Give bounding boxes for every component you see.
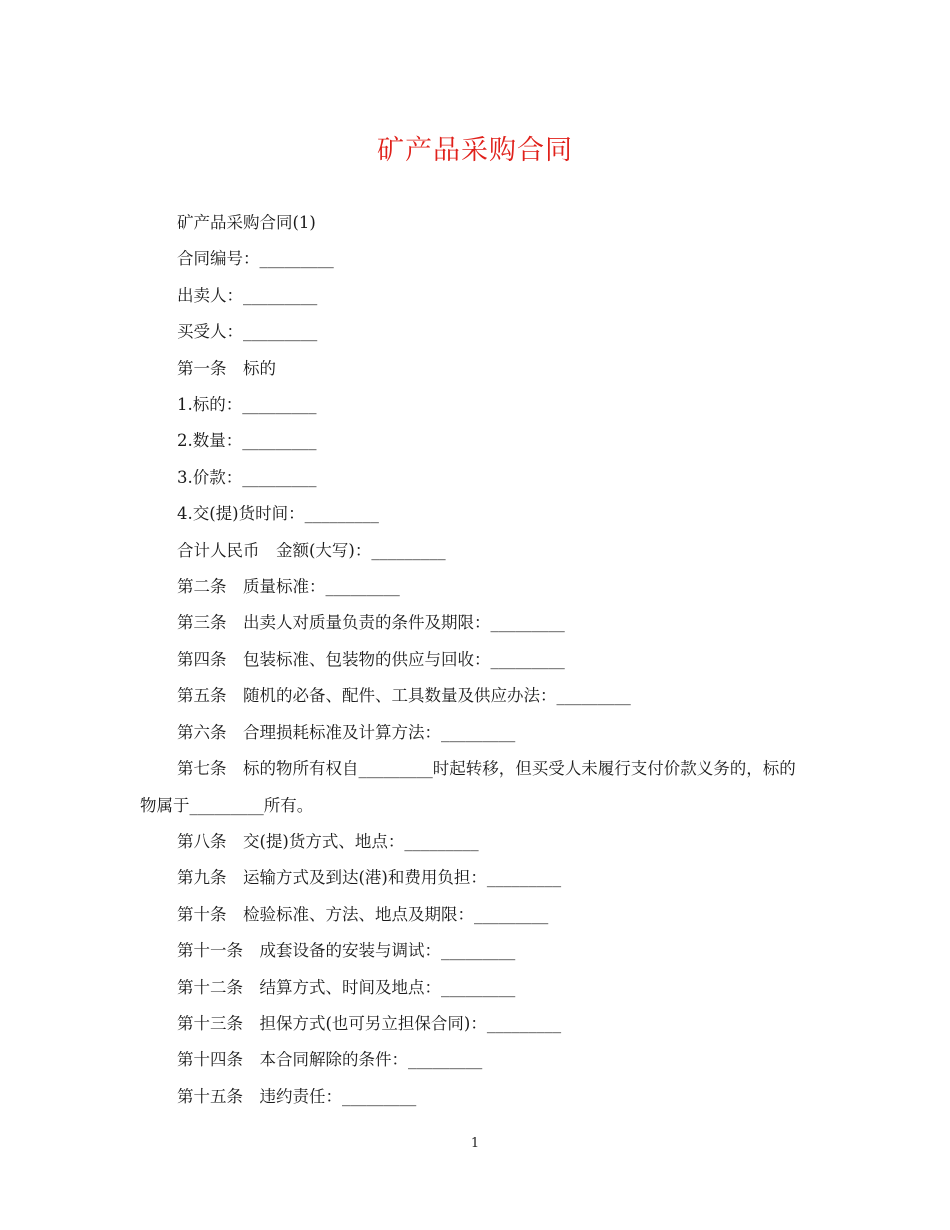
page-number: 1 xyxy=(470,1136,480,1151)
contract-body xyxy=(140,205,810,1115)
article-10: 第十条 检验标准、方法、地点及期限：_________ xyxy=(177,904,549,924)
article-1-item-1: 1.标的：_________ xyxy=(177,395,317,415)
article-14: 第十四条 本合同解除的条件：_________ xyxy=(177,1050,483,1070)
article-11: 第十一条 成套设备的安装与调试：_________ xyxy=(177,941,516,961)
article-12: 第十二条 结算方式、时间及地点：_________ xyxy=(177,977,516,997)
buyer-line: 买受人：_________ xyxy=(177,322,318,342)
article-2: 第二条 质量标准：_________ xyxy=(177,577,400,597)
article-15: 第十五条 违约责任：_________ xyxy=(177,1086,417,1106)
document-title: 矿产品采购合同 xyxy=(377,135,573,166)
article-8: 第八条 交(提)货方式、地点：_________ xyxy=(177,831,479,851)
article-3: 第三条 出卖人对质量负责的条件及期限：_________ xyxy=(177,613,565,633)
total-amount-line: 合计人民币 金额(大写)：_________ xyxy=(177,540,446,560)
article-9: 第九条 运输方式及到达(港)和费用负担：_________ xyxy=(177,868,562,888)
contract-number-line: 合同编号：_________ xyxy=(177,249,334,269)
article-1: 第一条 标的 xyxy=(177,358,276,378)
seller-line: 出卖人：_________ xyxy=(177,285,318,305)
article-1-item-2: 2.数量：_________ xyxy=(177,431,317,451)
article-5: 第五条 随机的必备、配件、工具数量及供应办法：_________ xyxy=(177,686,631,706)
article-13: 第十三条 担保方式(也可另立担保合同)：_________ xyxy=(177,1013,562,1033)
article-6: 第六条 合理损耗标准及计算方法：_________ xyxy=(177,722,516,742)
article-1-item-3: 3.价款：_________ xyxy=(177,467,317,487)
article-1-item-4: 4.交(提)货时间：_________ xyxy=(177,504,379,524)
article-4: 第四条 包装标准、包装物的供应与回收：_________ xyxy=(177,649,565,669)
article-7: 第七条 标的物所有权自_________时起转移，但买受人未履行支付价款义务的，标的物属于_________所有。 xyxy=(140,759,796,815)
contract-heading: 矿产品采购合同(1) xyxy=(177,213,316,232)
